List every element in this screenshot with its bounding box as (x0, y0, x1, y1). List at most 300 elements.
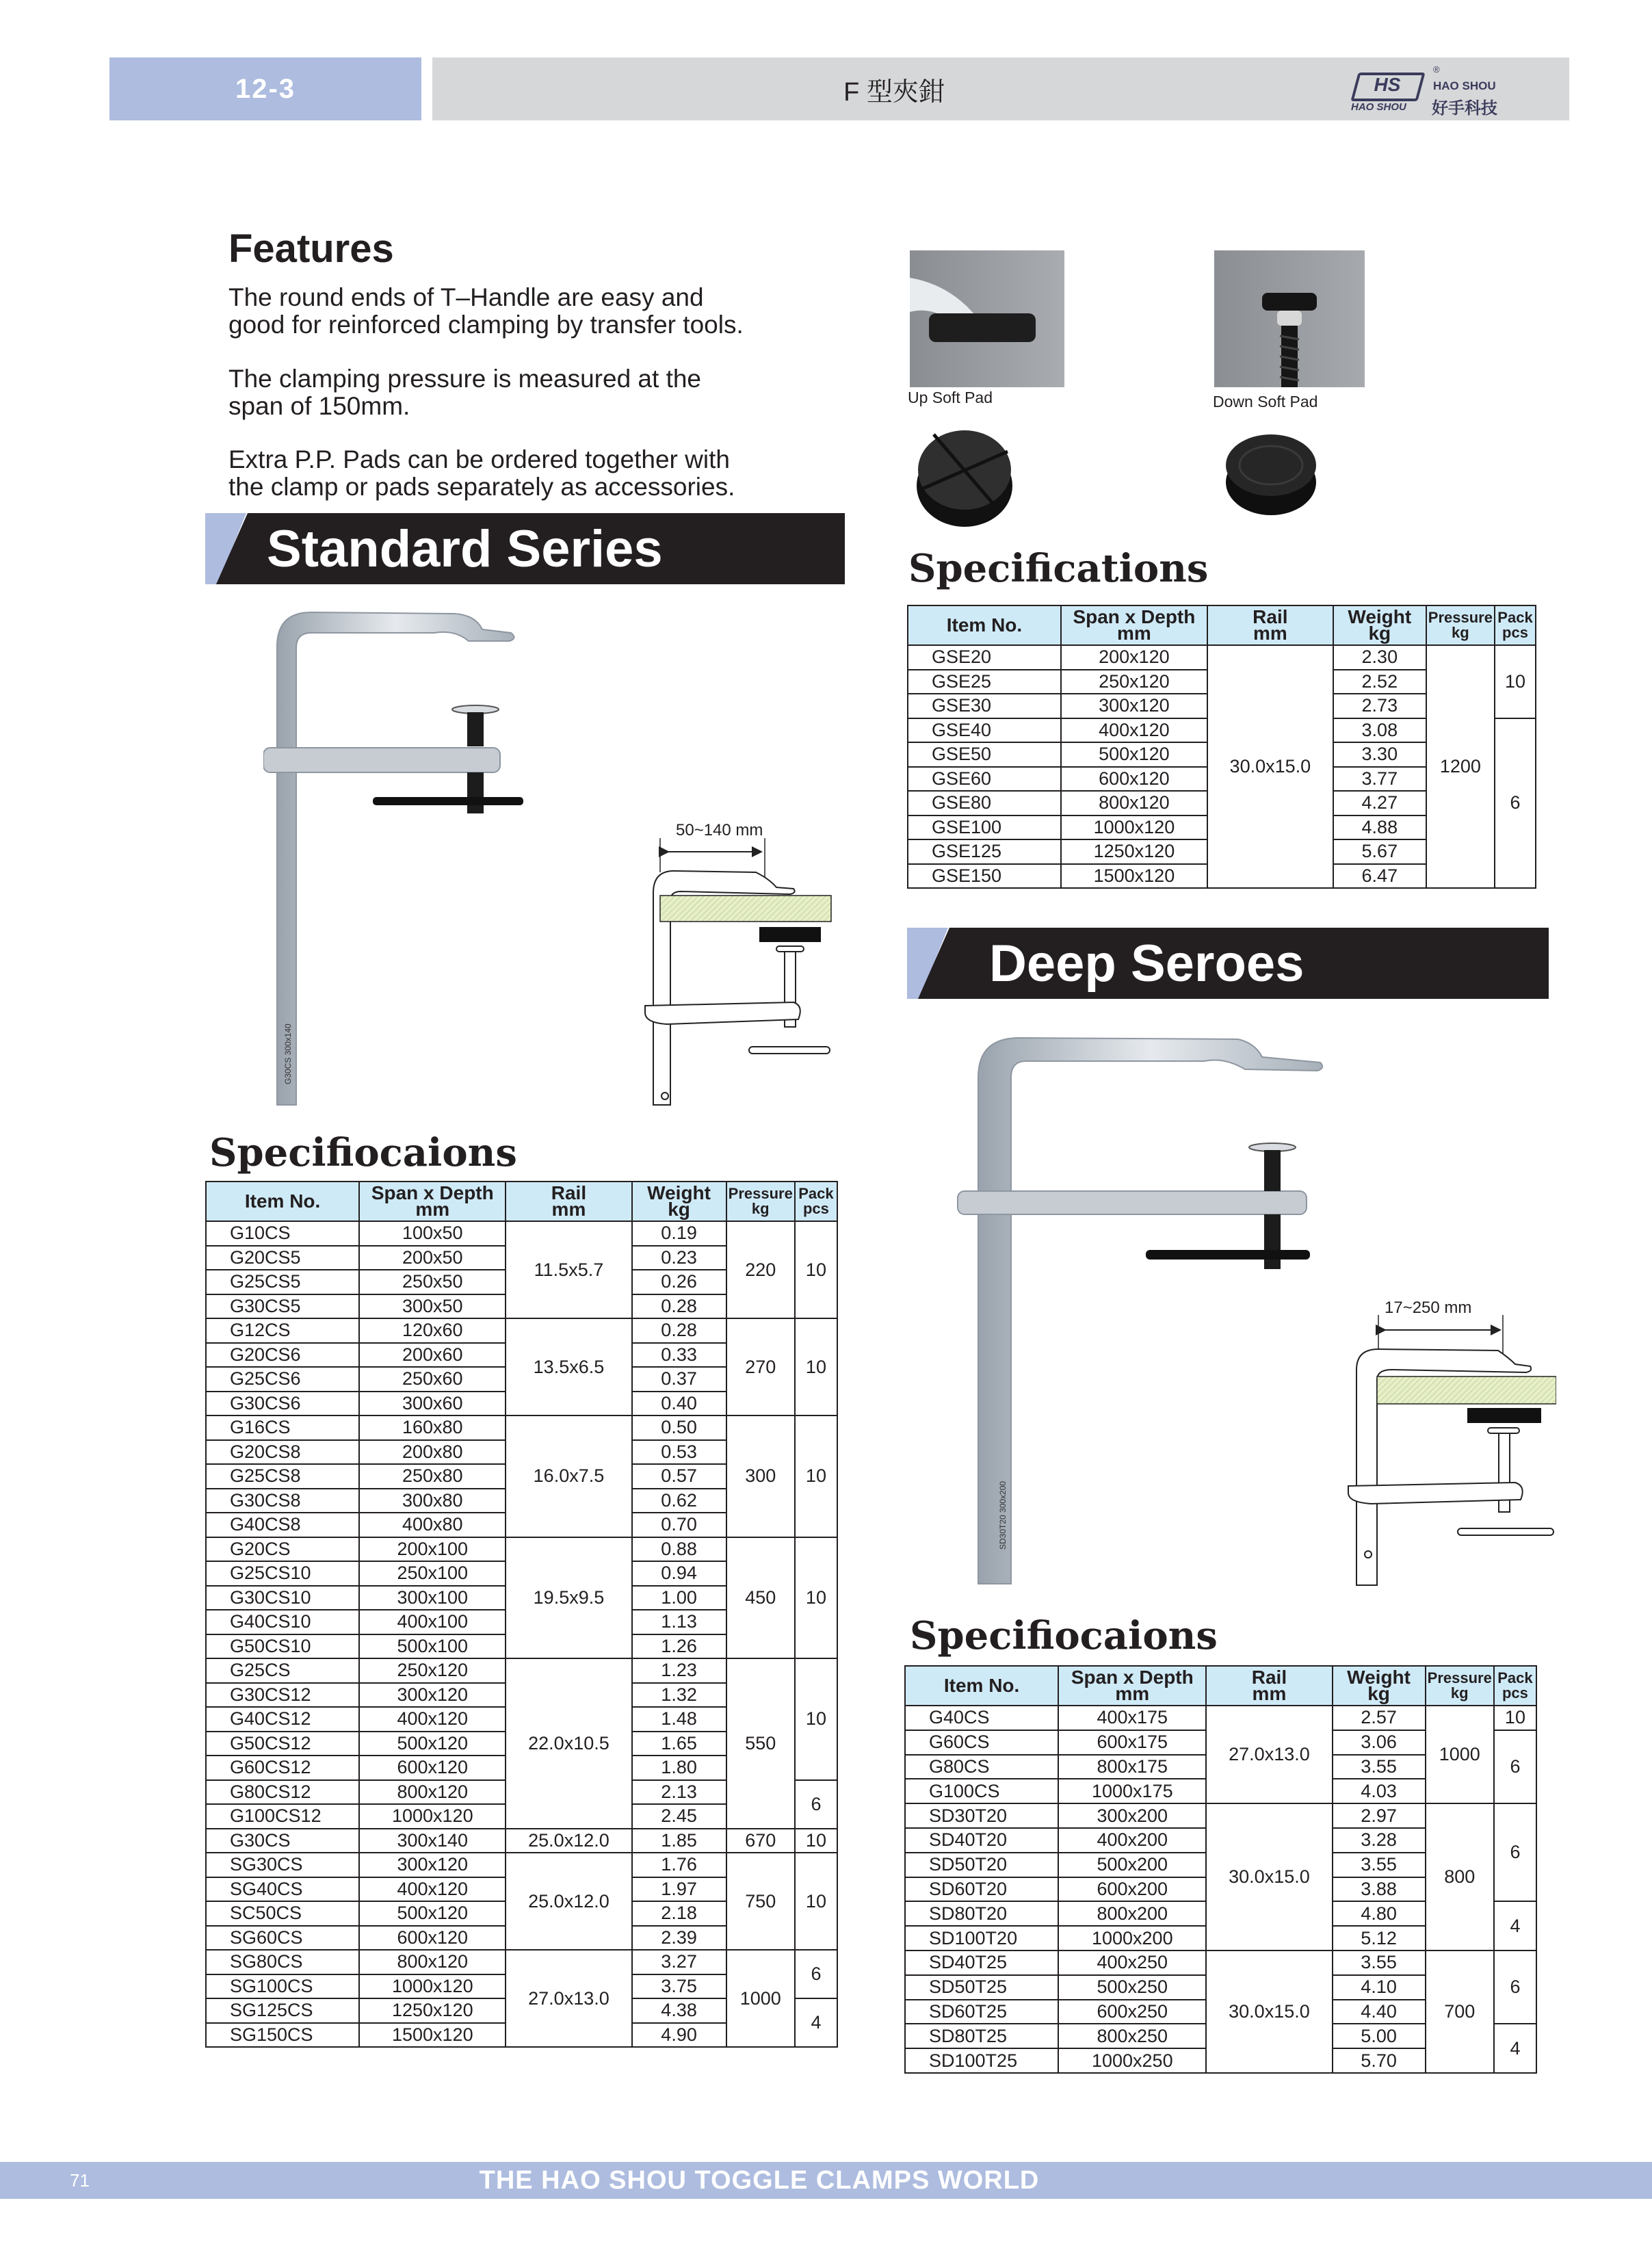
logo-mark-sub: HAO SHOU (1351, 101, 1406, 113)
pack-cell: 10 (795, 1658, 837, 1780)
rail-cell: 22.0x10.5 (506, 1658, 631, 1829)
pressure-cell: 750 (726, 1853, 795, 1950)
weight-cell: 0.50 (632, 1415, 726, 1440)
item-no-cell: SD30T20 (905, 1803, 1058, 1828)
item-no-cell: GSE80 (908, 791, 1061, 816)
column-header-line: Weight (647, 1182, 711, 1203)
weight-cell: 4.10 (1333, 1975, 1426, 2000)
item-no-cell: G30CS (206, 1829, 359, 1853)
item-no-cell: G20CS6 (206, 1343, 359, 1368)
item-no-cell: GSE60 (908, 767, 1061, 792)
table-row (908, 645, 1536, 670)
weight-cell: 5.12 (1333, 1926, 1426, 1951)
up-soft-pad-photo (910, 250, 1064, 387)
item-no-cell: SD80T20 (905, 1901, 1058, 1926)
pack-cell: 10 (795, 1415, 837, 1537)
pressure-cell: 220 (726, 1221, 795, 1318)
weight-cell: 0.26 (632, 1270, 726, 1294)
weight-cell: 0.94 (632, 1561, 726, 1586)
span-depth-cell: 250x120 (359, 1658, 506, 1683)
span-depth-cell: 1250x120 (359, 1998, 506, 2023)
span-depth-cell: 800x120 (359, 1780, 506, 1805)
item-no-cell: SD40T20 (905, 1828, 1058, 1853)
item-no-cell: SG100CS (206, 1974, 359, 1999)
table-header-row (206, 1182, 837, 1221)
column-header-line: pcs (802, 1200, 829, 1217)
weight-cell: 5.67 (1333, 839, 1426, 864)
item-no-cell: GSE30 (908, 694, 1061, 718)
page-title: F 型夾鉗 (843, 77, 945, 107)
up-soft-pad-caption: Up Soft Pad (908, 389, 993, 406)
span-depth-cell: 500x250 (1058, 1975, 1206, 2000)
weight-cell: 0.70 (632, 1513, 726, 1537)
standard-series-banner (205, 513, 845, 584)
weight-cell: 1.97 (632, 1877, 726, 1902)
table-row (905, 1803, 1536, 1828)
item-no-cell: SG80CS (206, 1950, 359, 1974)
item-no-cell: G30CS6 (206, 1392, 359, 1416)
item-no-cell: SD50T25 (905, 1975, 1058, 2000)
table-row (206, 1537, 837, 1562)
rail-cell: 30.0x15.0 (1206, 1951, 1332, 2073)
item-no-cell: G40CS (905, 1706, 1058, 1730)
rail-cell: 16.0x7.5 (506, 1415, 631, 1537)
deep-span-range: 17~250 mm (1385, 1299, 1472, 1317)
deep-clamp-diagram (1344, 1315, 1556, 1589)
section-number: 12-3 (109, 57, 421, 120)
column-header-line: Rail (1251, 1667, 1287, 1688)
span-depth-cell: 600x250 (1058, 2000, 1206, 2024)
weight-cell: 0.88 (632, 1537, 726, 1562)
weight-cell: 1.80 (632, 1756, 726, 1780)
column-header-line: kg (668, 1199, 690, 1220)
span-depth-cell: 500x120 (1061, 742, 1207, 767)
pack-cell: 10 (795, 1221, 837, 1318)
registered-mark: ® (1433, 64, 1440, 75)
item-no-cell: G30CS12 (206, 1683, 359, 1708)
item-no-cell: GSE50 (908, 742, 1061, 767)
gse-spec-table (907, 605, 1536, 889)
weight-cell: 0.37 (632, 1367, 726, 1392)
gse-spec-title: Specifications (908, 546, 1209, 591)
weight-cell: 3.88 (1333, 1877, 1426, 1902)
column-header-span (1061, 605, 1207, 645)
column-header-line: kg (1367, 1683, 1390, 1704)
pack-cell: 6 (1494, 1730, 1536, 1803)
weight-cell: 3.55 (1333, 1951, 1426, 1975)
item-no-cell: SG150CS (206, 2023, 359, 2048)
standard-series-title: Standard Series (267, 519, 663, 578)
span-depth-cell: 600x120 (359, 1756, 506, 1780)
column-header-pack (795, 1182, 837, 1221)
span-depth-cell: 160x80 (359, 1415, 506, 1440)
column-header-line: Span x Depth (1071, 1667, 1194, 1688)
weight-cell: 1.48 (632, 1707, 726, 1732)
span-depth-cell: 1500x120 (359, 2023, 506, 2048)
span-depth-cell: 400x120 (359, 1877, 506, 1902)
pack-cell: 10 (795, 1853, 837, 1950)
pressure-cell: 1000 (726, 1950, 795, 2047)
span-depth-cell: 300x50 (359, 1294, 506, 1319)
column-header-line: Span x Depth (1073, 606, 1196, 627)
column-header-line: pcs (1502, 1684, 1528, 1701)
column-header-rail (506, 1182, 631, 1221)
standard-spec-table (205, 1181, 838, 2048)
pack-cell: 6 (1494, 1803, 1536, 1901)
span-depth-cell: 300x80 (359, 1489, 506, 1513)
span-depth-cell: 250x120 (1061, 670, 1207, 694)
deep-clamp-engraving: SD30T20 300x200 (998, 1480, 1008, 1550)
span-depth-cell: 300x60 (359, 1392, 506, 1416)
pack-cell: 6 (795, 1950, 837, 1998)
pressure-cell: 1200 (1426, 645, 1495, 888)
column-header-line: mm (1252, 1683, 1287, 1704)
span-depth-cell: 800x120 (1061, 791, 1207, 816)
item-no-cell: SD100T20 (905, 1926, 1058, 1951)
span-depth-cell: 500x200 (1058, 1853, 1206, 1877)
rail-cell: 25.0x12.0 (506, 1853, 631, 1950)
item-no-cell: SD60T25 (905, 2000, 1058, 2024)
table-row (206, 1950, 837, 1974)
standard-clamp-diagram (640, 838, 838, 1112)
column-header-line: kg (1368, 623, 1391, 644)
table-row (206, 1318, 837, 1343)
weight-cell: 3.06 (1333, 1730, 1426, 1755)
pack-cell: 6 (1494, 1951, 1536, 2024)
pack-cell: 10 (1495, 645, 1536, 718)
item-no-cell: G40CS10 (206, 1610, 359, 1634)
span-depth-cell: 250x50 (359, 1270, 506, 1294)
item-no-cell: G16CS (206, 1415, 359, 1440)
column-header-line: Pack (1497, 1669, 1533, 1686)
feature-line: good for reinforced clamping by transfer tools. (228, 311, 744, 339)
pressure-cell: 450 (726, 1537, 795, 1659)
weight-cell: 1.85 (632, 1829, 726, 1853)
rail-cell: 25.0x12.0 (506, 1829, 631, 1853)
item-no-cell: G40CS12 (206, 1707, 359, 1732)
feature-paragraph (228, 365, 844, 420)
item-no-cell: GSE100 (908, 816, 1061, 840)
footer-tagline: THE HAO SHOU TOGGLE CLAMPS WORLD (479, 2165, 1040, 2195)
span-depth-cell: 600x175 (1058, 1730, 1206, 1755)
weight-cell: 0.19 (632, 1221, 726, 1246)
span-depth-cell: 250x100 (359, 1561, 506, 1586)
item-no-cell: GSE125 (908, 839, 1061, 864)
item-no-cell: G20CS (206, 1537, 359, 1562)
span-depth-cell: 200x50 (359, 1246, 506, 1270)
item-no-cell: G25CS6 (206, 1367, 359, 1392)
weight-cell: 2.57 (1333, 1706, 1426, 1730)
column-header-line: Pack (798, 1185, 834, 1202)
span-depth-cell: 200x100 (359, 1537, 506, 1562)
weight-cell: 3.27 (632, 1950, 726, 1974)
weight-cell: 1.76 (632, 1853, 726, 1877)
span-depth-cell: 800x120 (359, 1950, 506, 1974)
feature-line: The clamping pressure is measured at the (228, 365, 702, 393)
table-row (206, 1221, 837, 1246)
span-depth-cell: 300x120 (359, 1853, 506, 1877)
deep-spec-table (904, 1665, 1537, 2074)
weight-cell: 4.40 (1333, 2000, 1426, 2024)
item-no-cell: G50CS10 (206, 1634, 359, 1659)
weight-cell: 0.28 (632, 1318, 726, 1343)
pressure-cell: 550 (726, 1658, 795, 1829)
weight-cell: 3.30 (1333, 742, 1426, 767)
column-header-pack (1495, 605, 1536, 645)
span-depth-cell: 400x200 (1058, 1828, 1206, 1853)
span-depth-cell: 400x120 (1061, 718, 1207, 743)
page-number: 71 (70, 2169, 90, 2191)
column-header-line: kg (1452, 624, 1469, 641)
weight-cell: 3.75 (632, 1974, 726, 1999)
weight-cell: 4.88 (1333, 816, 1426, 840)
weight-cell: 2.39 (632, 1926, 726, 1951)
span-depth-cell: 500x100 (359, 1634, 506, 1659)
span-depth-cell: 300x200 (1058, 1803, 1206, 1828)
span-depth-cell: 200x120 (1061, 645, 1207, 670)
deep-clamp-photo (951, 1030, 1334, 1591)
item-no-cell: SC50CS (206, 1901, 359, 1926)
weight-cell: 6.47 (1333, 864, 1426, 889)
weight-cell: 1.00 (632, 1586, 726, 1610)
span-depth-cell: 800x250 (1058, 2024, 1206, 2048)
rail-cell: 11.5x5.7 (506, 1221, 631, 1318)
span-depth-cell: 1250x120 (1061, 839, 1207, 864)
standard-clamp-photo (263, 605, 523, 1112)
feature-paragraph (228, 446, 844, 501)
span-depth-cell: 1000x120 (359, 1974, 506, 1999)
column-header-line: kg (1450, 1684, 1469, 1701)
pressure-cell: 800 (1426, 1803, 1494, 1951)
pack-cell: 10 (795, 1318, 837, 1415)
span-depth-cell: 1000x120 (1061, 816, 1207, 840)
standard-span-range: 50~140 mm (676, 821, 763, 839)
item-no-cell: GSE40 (908, 718, 1061, 743)
pressure-cell: 1000 (1426, 1706, 1494, 1803)
span-depth-cell: 1000x120 (359, 1804, 506, 1829)
pack-cell: 4 (1494, 1901, 1536, 1951)
weight-cell: 2.73 (1333, 694, 1426, 718)
column-header-line: Pressure (1427, 1669, 1492, 1686)
item-no-cell: G50CS12 (206, 1732, 359, 1756)
weight-cell: 2.13 (632, 1780, 726, 1805)
column-header-span (359, 1182, 506, 1221)
weight-cell: 0.62 (632, 1489, 726, 1513)
weight-cell: 1.26 (632, 1634, 726, 1659)
rail-cell: 19.5x9.5 (506, 1537, 631, 1659)
column-header-line: mm (1117, 623, 1151, 644)
span-depth-cell: 300x120 (359, 1683, 506, 1708)
column-header-line: kg (751, 1200, 770, 1217)
column-header-line: mm (551, 1199, 586, 1220)
weight-cell: 4.38 (632, 1998, 726, 2023)
item-no-cell: G30CS8 (206, 1489, 359, 1513)
rail-cell: 27.0x13.0 (1206, 1706, 1332, 1803)
weight-cell: 1.23 (632, 1658, 726, 1683)
column-header-line: Rail (551, 1182, 587, 1203)
item-no-cell: G20CS8 (206, 1440, 359, 1465)
weight-cell: 3.08 (1333, 718, 1426, 743)
item-no-cell: G100CS (905, 1779, 1058, 1803)
item-no-cell: G12CS (206, 1318, 359, 1343)
up-soft-pad-accessory-image (913, 421, 1016, 530)
item-no-cell: GSE25 (908, 670, 1061, 694)
pressure-cell: 270 (726, 1318, 795, 1415)
table-row (206, 1829, 837, 1853)
rail-cell: 30.0x15.0 (1207, 645, 1333, 888)
pack-cell: 10 (795, 1537, 837, 1659)
column-header-weight (1333, 605, 1426, 645)
item-no-cell: G30CS5 (206, 1294, 359, 1319)
span-depth-cell: 300x100 (359, 1586, 506, 1610)
table-row (206, 1853, 837, 1877)
down-soft-pad-caption: Down Soft Pad (1213, 393, 1318, 410)
column-header-item: Item No. (206, 1182, 359, 1221)
item-no-cell: G25CS10 (206, 1561, 359, 1586)
span-depth-cell: 600x120 (359, 1926, 506, 1951)
column-header-span (1058, 1666, 1206, 1706)
weight-cell: 3.77 (1333, 767, 1426, 792)
item-no-cell: G20CS5 (206, 1246, 359, 1270)
column-header-pressure (726, 1182, 795, 1221)
table-header-row (908, 605, 1536, 645)
column-header-line: Pack (1497, 609, 1533, 626)
weight-cell: 0.40 (632, 1392, 726, 1416)
item-no-cell: SG125CS (206, 1998, 359, 2023)
column-header-line: mm (1253, 623, 1287, 644)
item-no-cell: SD100T25 (905, 2048, 1058, 2073)
pressure-cell: 670 (726, 1829, 795, 1853)
weight-cell: 5.70 (1333, 2048, 1426, 2073)
item-no-cell: G100CS12 (206, 1804, 359, 1829)
column-header-line: Weight (1347, 1667, 1411, 1688)
pack-cell: 10 (1494, 1706, 1536, 1730)
logo-brand-en: HAO SHOU (1433, 79, 1496, 92)
span-depth-cell: 1500x120 (1061, 864, 1207, 889)
table-row (206, 1658, 837, 1683)
feature-line: span of 150mm. (228, 392, 410, 420)
rail-cell: 13.5x6.5 (506, 1318, 631, 1415)
feature-line: the clamp or pads separately as accessories. (228, 473, 735, 501)
weight-cell: 2.52 (1333, 670, 1426, 694)
weight-cell: 3.28 (1333, 1828, 1426, 1853)
item-no-cell: SG60CS (206, 1926, 359, 1951)
item-no-cell: G25CS (206, 1658, 359, 1683)
item-no-cell: SG30CS (206, 1853, 359, 1877)
column-header-line: mm (415, 1199, 450, 1220)
span-depth-cell: 500x120 (359, 1732, 506, 1756)
weight-cell: 0.28 (632, 1294, 726, 1319)
weight-cell: 4.03 (1333, 1779, 1426, 1803)
weight-cell: 0.57 (632, 1464, 726, 1489)
weight-cell: 4.90 (632, 2023, 726, 2048)
item-no-cell: G60CS (905, 1730, 1058, 1755)
weight-cell: 1.13 (632, 1610, 726, 1634)
pack-cell: 6 (795, 1780, 837, 1829)
logo-brand-cn: 好手科技 (1432, 99, 1497, 118)
rail-cell: 30.0x15.0 (1206, 1803, 1332, 1951)
column-header-line: pcs (1502, 624, 1528, 641)
down-soft-pad-accessory-image (1224, 428, 1320, 517)
column-header-line: Pressure (728, 1185, 793, 1202)
span-depth-cell: 800x200 (1058, 1901, 1206, 1926)
span-depth-cell: 120x60 (359, 1318, 506, 1343)
brand-logo (1351, 64, 1508, 118)
column-header-weight (1333, 1666, 1426, 1706)
weight-cell: 2.18 (632, 1901, 726, 1926)
span-depth-cell: 400x250 (1058, 1951, 1206, 1975)
column-header-pack (1494, 1666, 1536, 1706)
span-depth-cell: 600x120 (1061, 767, 1207, 792)
weight-cell: 2.45 (632, 1804, 726, 1829)
column-header-weight (632, 1182, 726, 1221)
column-header-pressure (1426, 605, 1495, 645)
item-no-cell: G25CS5 (206, 1270, 359, 1294)
column-header-rail (1206, 1666, 1332, 1706)
column-header-item: Item No. (908, 605, 1061, 645)
span-depth-cell: 800x175 (1058, 1755, 1206, 1779)
column-header-line: Span x Depth (371, 1182, 494, 1203)
column-header-rail (1207, 605, 1333, 645)
item-no-cell: G10CS (206, 1221, 359, 1246)
span-depth-cell: 300x120 (1061, 694, 1207, 718)
deep-series-banner (907, 928, 1549, 999)
span-depth-cell: 600x200 (1058, 1877, 1206, 1902)
pack-cell: 10 (795, 1829, 837, 1853)
item-no-cell: GSE20 (908, 645, 1061, 670)
rail-cell: 27.0x13.0 (506, 1950, 631, 2047)
weight-cell: 2.30 (1333, 645, 1426, 670)
weight-cell: 4.27 (1333, 791, 1426, 816)
weight-cell: 3.55 (1333, 1755, 1426, 1779)
pack-cell: 6 (1495, 718, 1536, 889)
item-no-cell: G60CS12 (206, 1756, 359, 1780)
item-no-cell: G80CS12 (206, 1780, 359, 1805)
feature-paragraph (228, 284, 844, 339)
span-depth-cell: 400x120 (359, 1707, 506, 1732)
column-header-line: Weight (1348, 606, 1412, 627)
span-depth-cell: 400x80 (359, 1513, 506, 1537)
down-soft-pad-photo (1214, 250, 1365, 387)
standard-clamp-engraving: G30CS 300x140 (283, 1023, 293, 1084)
column-header-pressure (1426, 1666, 1494, 1706)
features-title: Features (228, 226, 394, 271)
span-depth-cell: 200x80 (359, 1440, 506, 1465)
column-header-line: mm (1115, 1683, 1150, 1704)
span-depth-cell: 400x100 (359, 1610, 506, 1634)
table-row (206, 1415, 837, 1440)
feature-line: Extra P.P. Pads can be ordered together with (228, 445, 730, 473)
weight-cell: 0.23 (632, 1246, 726, 1270)
span-depth-cell: 400x175 (1058, 1706, 1206, 1730)
span-depth-cell: 300x140 (359, 1829, 506, 1853)
item-no-cell: SD40T25 (905, 1951, 1058, 1975)
column-header-item: Item No. (905, 1666, 1058, 1706)
item-no-cell: SD50T20 (905, 1853, 1058, 1877)
feature-line: The round ends of T–Handle are easy and (228, 283, 704, 311)
item-no-cell: G25CS8 (206, 1464, 359, 1489)
table-row (905, 1706, 1536, 1730)
deep-series-title: Deep Seroes (989, 934, 1304, 993)
pressure-cell: 300 (726, 1415, 795, 1537)
item-no-cell: SD80T25 (905, 2024, 1058, 2048)
logo-mark: HS (1374, 74, 1401, 95)
item-no-cell: G30CS10 (206, 1586, 359, 1610)
weight-cell: 2.97 (1333, 1803, 1426, 1828)
item-no-cell: G80CS (905, 1755, 1058, 1779)
column-header-line: Pressure (1428, 609, 1493, 626)
pressure-cell: 700 (1426, 1951, 1494, 2073)
